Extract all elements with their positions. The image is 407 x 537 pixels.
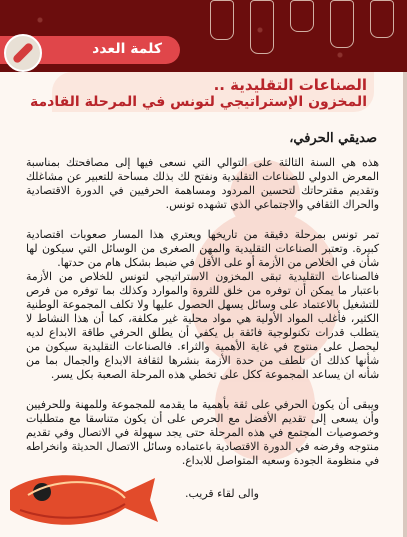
section-label: كلمة العدد	[92, 41, 162, 57]
lantern-icon	[250, 0, 274, 54]
lantern-icon	[290, 0, 314, 32]
title-line-1: الصناعات التقليدية ..	[213, 76, 367, 94]
paragraph-1: هذه هي السنة الثالثة على التوالي التي نسعى فيها إلى مصافحتك بمناسبة المعرض الدولي للصناعات التقليدية ونفتح لك بذلك مساحة للتعبير عن مشاغلك وتقديم مقترحاتك لتحسين المردود ومساهمة الحرفيين في الدورة الاقتصادية والحراك الثقافي والاجتماعي الذي تشهده تونس.	[26, 156, 379, 211]
title-line-2: المخزون الإستراتيجي لتونس في المرحلة القادمة	[29, 94, 367, 110]
lantern-icon	[330, 0, 354, 48]
closing-line: والى لقاء قريب.	[184, 487, 259, 500]
salutation: صديقي الحرفي،	[289, 131, 377, 146]
fish-amulet-icon	[0, 470, 165, 530]
lantern-icon	[370, 0, 394, 38]
header-band	[0, 0, 407, 72]
paragraph-4: ويبقى أن يكون الحرفي على ثقة بأهمية ما يقدمه للمجموعة وللمهنة وللحرفيين وأن يسعى إلى تقديم الأفضل مع الحرص على أن يكون متناسقا مع متطلبات وخصوصيات المجتمع في هذه المرحلة حتى يجد سهولة في الاتصال وفي تقديم منتوجه وفرضه في الدورة الاقتصادية باعتماده وسائل الاتصال الحديثة وانخراطه في منظومة الجودة وسعيه المتواصل للابداع.	[26, 398, 379, 467]
paragraph-3: فالصناعات التقليدية تبقى المخزون الاستراتيجي لتونس للخلاص من الأزمة باعتبار ما يمكن أن توفره من خلق للثروة والموارد وكذلك بما توفره من فرص للتشغيل بالاعتماد على وسائل يسهل الحصول عليها ولا تكلف المجموعة الوطنية الكثير، فأغلب المواد الأولية هي مواد محلية غير مكلفة، كما أن هذا النشاط لا يتطلب قدرات تكنولوجية فائقة بل يكفي أن يطلق الحرفي طاقة الابداع لديه ليحصل على منتوج في غاية الأهمية والثراء. فالصناعات التقليدية سيكون من شأنها كذلك أن تلطف من حدة الأزمة بنشرها لثقافة الابداع والجمال بما من شأنه ان يساعد المجموعة ككل على تخطي هذه المرحلة الصعبة بكل يسر.	[26, 270, 379, 381]
page-edge	[403, 72, 407, 537]
compass-rose-icon	[4, 34, 42, 72]
lantern-icon	[210, 0, 234, 40]
paragraph-2: تمر تونس بمرحلة دقيقة من تاريخها ويعتري هذا المسار صعوبات اقتصادية كبيرة. وتعتبر الصناعات التقليدية والمهن الصغرى من الوسائل التي سيكون لها شأن في الخلاص من الأزمة أو على الأقل في ضبط بشكل هام من حدتها.	[26, 228, 379, 269]
